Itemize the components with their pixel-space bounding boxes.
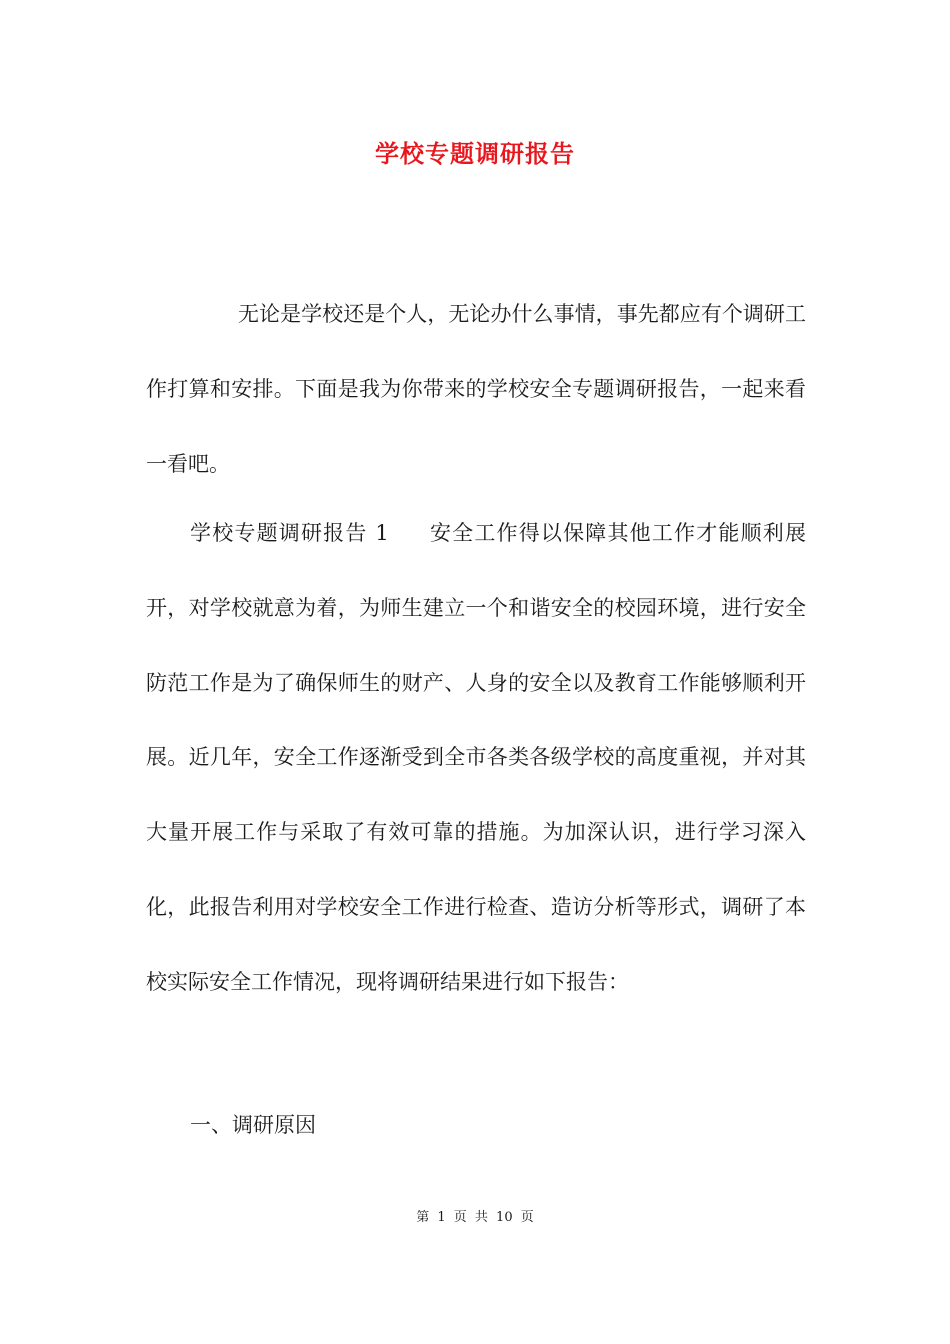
page-footer: 第 1 页 共 10 页 bbox=[416, 1210, 534, 1225]
section-heading: 一、调研原因 bbox=[190, 1113, 316, 1137]
section-label: 学校专题调研报告 1 bbox=[190, 521, 389, 545]
document-title: 学校专题调研报告 bbox=[375, 139, 575, 168]
section-body: 安全工作得以保障其他工作才能顺利展开，对学校就意为着，为师生建立一个和谐安全的校园环境，进行安全防范工作是为了确保师生的财产、人身的安全以及教育工作能够顺利开展。近几年，安全工作逐渐受到全市各类各级学校的高度重视，并对其大量开展工作与采取了有效可靠的措施。为加深认识，进行学习深入化，此报告利用对学校安全工作进行检查、造访分析等形式，调研了本校实际安全工作情况，现将调研结果进行如下报告： bbox=[146, 521, 806, 994]
intro-paragraph: 无论是学校还是个人，无论办什么事情，事先都应有个调研工作打算和安排。下面是我为你带来的学校安全专题调研报告，一起来看一看吧。 bbox=[146, 302, 806, 476]
section-paragraph bbox=[146, 496, 806, 1020]
